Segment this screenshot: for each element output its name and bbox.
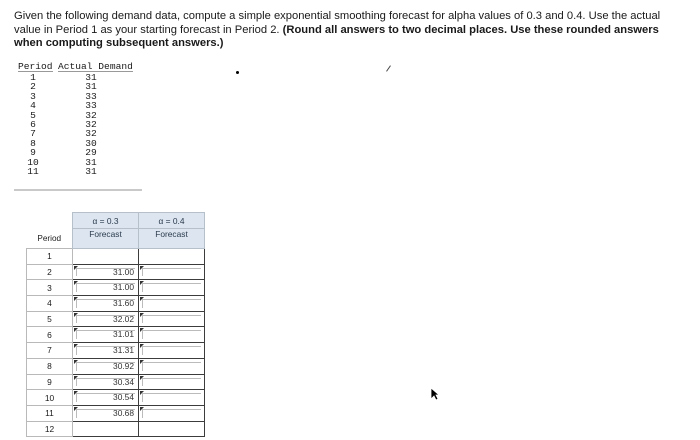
demand-value: 31 [85,166,97,178]
forecast-row [27,249,205,265]
alpha-03-header: α = 0.3 [73,213,139,229]
forecast-row [27,390,205,406]
demand-row [18,139,142,148]
demand-actual-header: Actual Demand [58,61,133,72]
forecast-label-04: Forecast [139,229,205,249]
demand-value: 33 [85,90,97,102]
forecast-input-alpha-03[interactable] [73,311,139,327]
demand-period: 10 [27,156,39,168]
forecast-period: 4 [27,296,73,312]
demand-period: 2 [30,81,36,93]
forecast-period: 6 [27,327,73,343]
forecast-value: 30.54 [113,392,134,403]
stray-mark [236,71,239,74]
forecast-empty-cell [139,249,205,265]
demand-period: 6 [30,119,36,131]
demand-period: 11 [27,166,39,178]
forecast-period: 9 [27,374,73,390]
demand-row [18,92,142,101]
demand-period-header: Period [18,61,53,72]
forecast-value: 32.02 [113,313,134,324]
demand-value: 30 [85,137,97,149]
forecast-table [26,212,205,437]
demand-period: 5 [30,109,36,121]
forecast-period: 7 [27,343,73,359]
forecast-value: 30.34 [113,376,134,387]
forecast-input-alpha-03[interactable] [73,296,139,312]
forecast-row [27,405,205,421]
demand-row [18,167,142,176]
forecast-label-03: Forecast [73,229,139,249]
forecast-period: 12 [27,421,73,437]
forecast-period: 5 [27,311,73,327]
forecast-input-alpha-04[interactable] [139,374,205,390]
demand-value: 31 [85,81,97,93]
forecast-value: 30.92 [113,360,134,371]
forecast-input-alpha-04[interactable] [139,280,205,296]
demand-period: 9 [30,147,36,159]
forecast-input-alpha-03[interactable] [73,343,139,359]
forecast-input-alpha-03[interactable] [73,390,139,406]
question-rounding-note: (Round all answers to two decimal places. Use these rounded answers when computing subsequent answers.) [14,23,659,50]
alpha-04-header: α = 0.4 [139,213,205,229]
forecast-input-alpha-04[interactable] [139,327,205,343]
demand-period: 4 [30,100,36,112]
forecast-value: 31.60 [113,298,134,309]
demand-row [18,129,142,138]
forecast-value: 31.00 [113,282,134,293]
forecast-row [27,280,205,296]
forecast-period: 3 [27,280,73,296]
forecast-input-alpha-03[interactable] [73,374,139,390]
forecast-empty-cell [73,421,139,437]
demand-row [18,73,142,82]
data-block-divider [14,189,142,191]
forecast-input-alpha-04[interactable] [139,296,205,312]
forecast-row [27,358,205,374]
stray-tick [386,65,391,71]
forecast-row [27,343,205,359]
forecast-input-alpha-04[interactable] [139,311,205,327]
demand-value: 31 [85,72,97,83]
forecast-row [27,264,205,280]
forecast-input-alpha-04[interactable] [139,358,205,374]
forecast-value: 31.31 [113,345,134,356]
forecast-row [27,421,205,437]
forecast-input-alpha-04[interactable] [139,343,205,359]
demand-row [18,101,142,110]
forecast-input-alpha-03[interactable] [73,405,139,421]
forecast-input-alpha-03[interactable] [73,264,139,280]
mouse-cursor-icon [430,387,440,401]
demand-value: 32 [85,109,97,121]
forecast-period: 1 [27,249,73,265]
forecast-period: 10 [27,390,73,406]
demand-row [18,120,142,129]
forecast-input-alpha-04[interactable] [139,390,205,406]
demand-value: 33 [85,100,97,112]
demand-value: 32 [85,128,97,140]
question-text [14,10,686,51]
forecast-period: 8 [27,358,73,374]
forecast-value: 31.01 [113,329,134,340]
forecast-period-header: Period [27,229,73,249]
forecast-input-alpha-03[interactable] [73,358,139,374]
demand-row [18,111,142,120]
demand-value: 31 [85,156,97,168]
forecast-value: 31.00 [113,266,134,277]
demand-data-block [18,62,142,176]
demand-value: 29 [85,147,97,159]
forecast-period: 2 [27,264,73,280]
demand-row [18,82,142,91]
forecast-input-alpha-03[interactable] [73,280,139,296]
forecast-row [27,296,205,312]
forecast-period: 11 [27,405,73,421]
forecast-input-alpha-04[interactable] [139,405,205,421]
forecast-value: 30.68 [113,407,134,418]
forecast-input-alpha-04[interactable] [139,264,205,280]
demand-period: 7 [30,128,36,140]
forecast-input-alpha-03[interactable] [73,327,139,343]
forecast-row [27,327,205,343]
question-instructions: Given the following demand data, compute a simple exponential smoothing forecast for alpha values of 0.3 and 0.4. Use the actual value in Period 1 as your starting forecast in Period 2. [14,10,661,36]
demand-value: 32 [85,119,97,131]
forecast-empty-cell [73,249,139,265]
forecast-row [27,374,205,390]
demand-period: 3 [30,90,36,102]
demand-period: 8 [30,137,36,149]
demand-period: 1 [30,72,36,83]
forecast-row [27,311,205,327]
forecast-empty-cell [139,421,205,437]
